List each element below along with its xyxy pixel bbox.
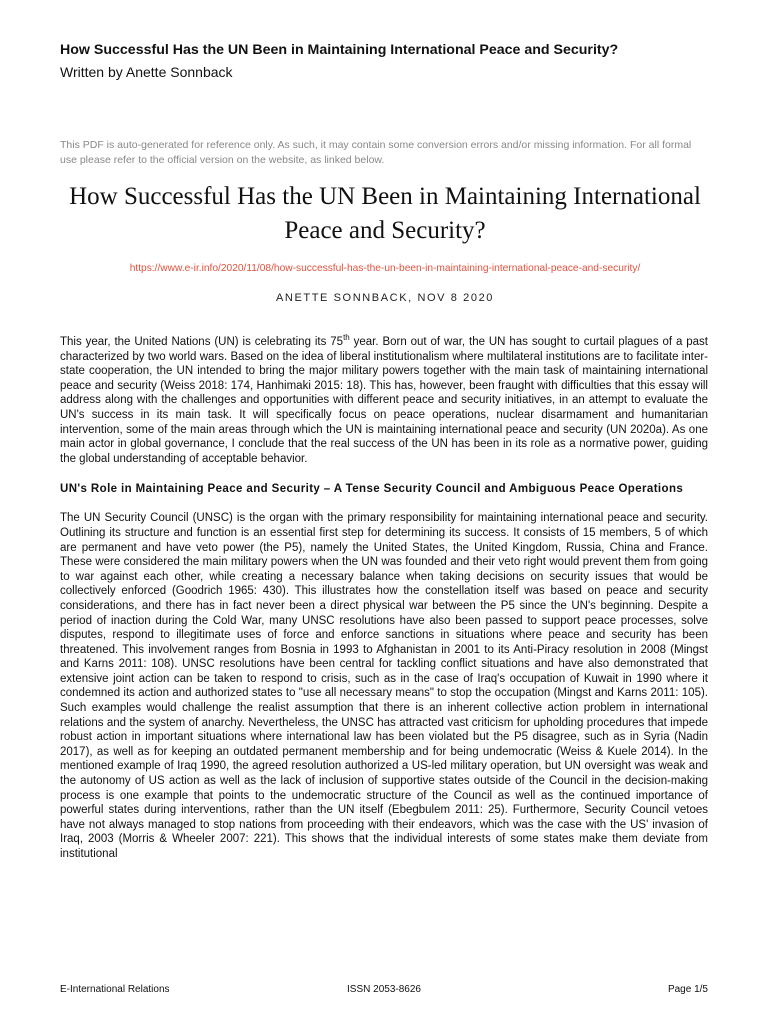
pdf-notice: This PDF is auto-generated for reference only. As such, it may contain some conversion errors and/or missing information. For all formal use please refer to the official version on the website, as linked below. <box>60 139 692 166</box>
footer-page-number: Page 1/5 <box>667 984 708 995</box>
header-title: How Successful Has the UN Been in Maintaining International Peace and Security? <box>60 42 619 58</box>
page-header <box>60 40 710 82</box>
section-heading: UN's Role in Maintaining Peace and Security – A Tense Security Council and Ambiguous Peace Operations <box>60 483 684 496</box>
page-footer <box>60 984 708 998</box>
article-body <box>60 335 708 878</box>
header-author: Written by Anette Sonnback <box>60 64 233 80</box>
byline: ANETTE SONNBACK, NOV 8 2020 <box>275 292 495 304</box>
source-link[interactable]: https://www.e-ir.info/2020/11/08/how-successful-has-the-un-been-in-maintaining-international-peace-and-security/ <box>129 263 641 274</box>
footer-publisher: E-International Relations <box>60 984 170 995</box>
document-title: How Successful Has the UN Been in Maintaining International Peace and Security? <box>69 183 701 244</box>
footer-issn: ISSN 2053-8626 <box>347 984 421 995</box>
paragraph-intro-text-b: year. Born out of war, the UN has sought to curtail plagues of a past characterized by two world wars. Based on the idea of liberal institutionalism where multilateral institutions are to facilitate inter-state cooperation, the UN intended to bring the major military powers together with the main task of maintaining international peace and security (Weiss 2018: 174, Hanhimaki 2015: 18). This has, however, been fraught with difficulties that this essay will address along with the challenges and opportunities with different peace and security initiatives, in an attempt to evaluate the UN's success in its main task. It will specifically focus on peace operations, nuclear disarmament and humanitarian intervention, some of the main areas through which the UN is maintaining international peace and security (UN 2020a). As one main actor in global governance, I conclude that the real success of the UN has been in its role as a normative power, guiding the global understanding of acceptable behavior. <box>60 336 708 465</box>
paragraph-intro <box>60 335 708 466</box>
superscript: th <box>343 333 350 343</box>
paragraph-intro-text-a: This year, the United Nations (UN) is celebrating its 75 <box>60 336 344 348</box>
paragraph-unsc: The UN Security Council (UNSC) is the organ with the primary responsibility for maintaining international peace and security. Outlining its structure and function is an essential first step for determining its success. It consists of 15 members, 5 of which are permanent and have veto power (the P5), namely the United States, the United Kingdom, Russia, China and France. These were considered the main military powers when the UN was founded and their veto right would prevent them from going to war against each other, while creating a necessary balance when taking decisions on security issues that would be collectively enforced (Goodrich 1965: 430). This illustrates how the constellation itself was based on peace and security considerations, and there has in fact never been a direct physical war between the P5 since the UN's beginning. Despite a period of inaction during the Cold War, many UNSC resolutions have also been passed to support peace processes, solve disputes, respond to illegitimate uses of force and enforce sanctions in situations where peace and security has been threatened. This involvement ranges from Bosnia in 1993 to Afghanistan in 2001 to its Anti-Piracy resolution in 2008 (Mingst and Karns 2011: 108). UNSC resolutions have been central for tackling conflict situations and have also demonstrated that extensive joint action can be taken to respond to crisis, such as in the case of Iraq's occupation of Kuwait in 1990 where it condemned its action and authorized states to "use all necessary means" to stop the occupation (Mingst and Karns 2011: 105). Such examples would challenge the realist assumption that there is an inherent collective action problem in international relations and the system of anarchy. Nevertheless, the UNSC has attracted vast criticism for upholding procedures that impede robust action in important situations where international law has been violated but the P5 disagree, such as in Syria (Nadin 2017), as well as for keeping an outdated permanent membership and for being undemocratic (Weiss & Kuele 2014). In the mentioned example of Iraq 1990, the agreed resolution authorized a US-led military operation, but UN oversight was weak and the autonomy of US action as well as the lack of inclusion of supportive states outside of the Council in the decision-making process is one example that points to the undemocratic structure of the Council as well as the continued importance of powerful states during interventions, rather than the UN itself (Ebegbulem 2011: 25). Furthermore, Security Council vetoes have not always managed to stop nations from proceeding with their endeavors, which was the case with the US' invasion of Iraq, 2003 (Morris & Wheeler 2007: 221). This shows that the individual interests of some states make them deviate from institutional <box>60 512 708 860</box>
